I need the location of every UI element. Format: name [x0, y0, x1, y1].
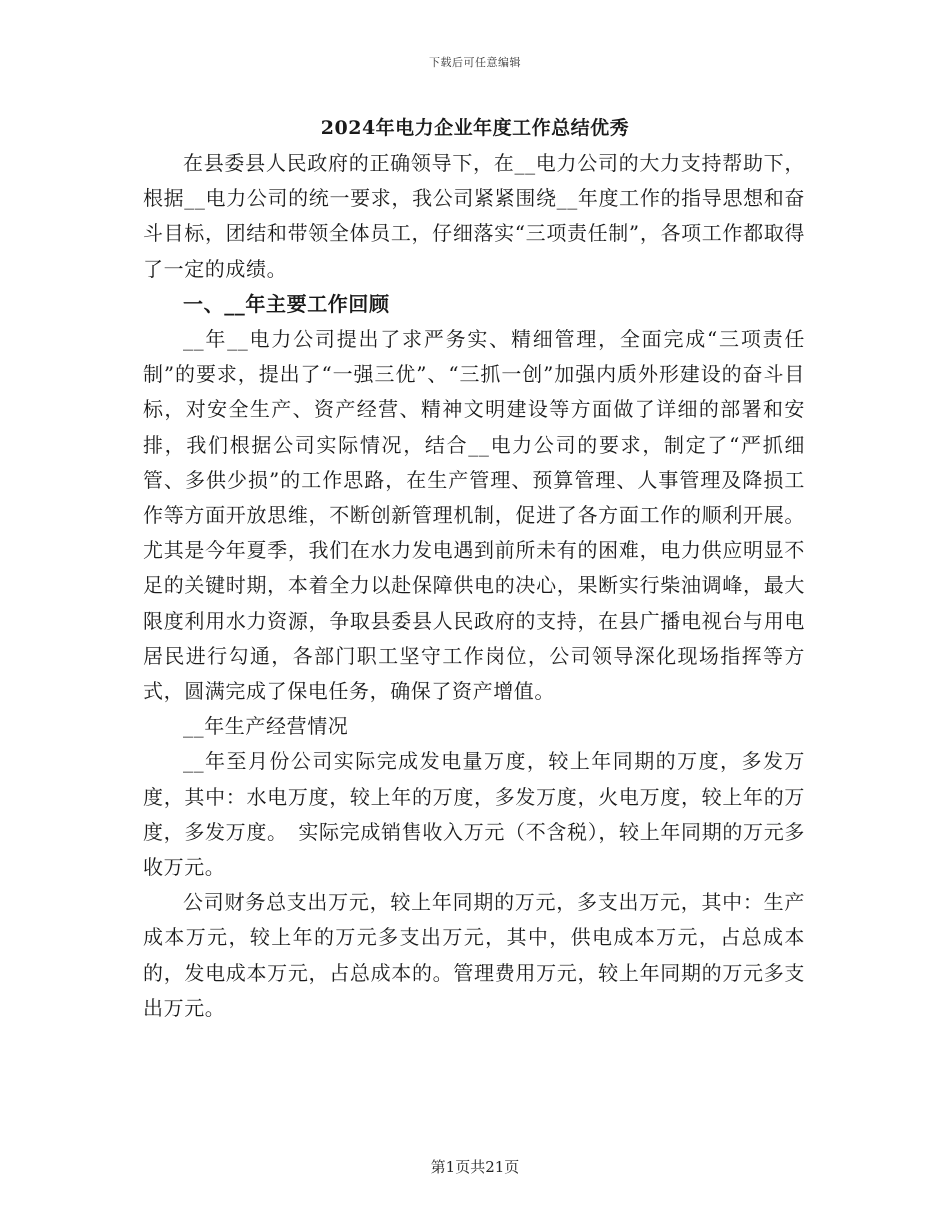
- section-heading-review: 一、__年主要工作回顾: [183, 291, 390, 316]
- paragraph-intro: 在县委县人民政府的正确领导下，在__电力公司的大力支持帮助下，根据__电力公司的统一要求，我公司紧紧围绕__年度工作的指导思想和奋斗目标，团结和带领全体员工，仔细落实“三项责任制”，各项工作都取得了一定的成绩。: [143, 151, 805, 281]
- subheading-production: __年生产经营情况: [183, 714, 349, 739]
- download-note: 下载后可任意编辑: [429, 56, 521, 69]
- paragraph-production: __年至月份公司实际完成发电量万度，较上年同期的万度，多发万度，其中：水电万度，较上年的万度，多发万度，火电万度，较上年的万度，多发万度。 实际完成销售收入万元（不含税），较上年同期的万元多收万元。: [143, 749, 805, 880]
- paragraph-finance: 公司财务总支出万元，较上年同期的万元，多支出万元，其中：生产成本万元，较上年的万元多支出万元，其中，供电成本万元，占总成本的，发电成本万元，占总成本的。管理费用万元，较上年同期的万元多支出万元。: [143, 890, 805, 1020]
- paragraph-review: __年__电力公司提出了求严务实、精细管理，全面完成“三项责任制”的要求，提出了“一强三优”、“三抓一创”加强内质外形建设的奋斗目标，对安全生产、资产经营、精神文明建设等方面做了详细的部署和安排，我们根据公司实际情况，结合__电力公司的要求，制定了“严抓细管、多供少损”的工作思路，在生产管理、预算管理、人事管理及降损工作等方面开放思维，不断创新管理机制，促进了各方面工作的顺利开展。尤其是今年夏季，我们在水力发电遇到前所未有的困难，电力供应明显不足的关键时期，本着全力以赴保障供电的决心，果断实行柴油调峰，最大限度利用水力资源，争取县委县人民政府的支持，在县广播电视台与用电居民进行勾通，各部门职工坚守工作岗位，公司领导深化现场指挥等方式，圆满完成了保电任务，确保了资产增值。: [143, 327, 805, 704]
- page-indicator: 第1页共21页: [430, 1158, 520, 1176]
- document-title: 2024年电力企业年度工作总结优秀: [320, 117, 630, 139]
- document-body: [143, 146, 805, 1026]
